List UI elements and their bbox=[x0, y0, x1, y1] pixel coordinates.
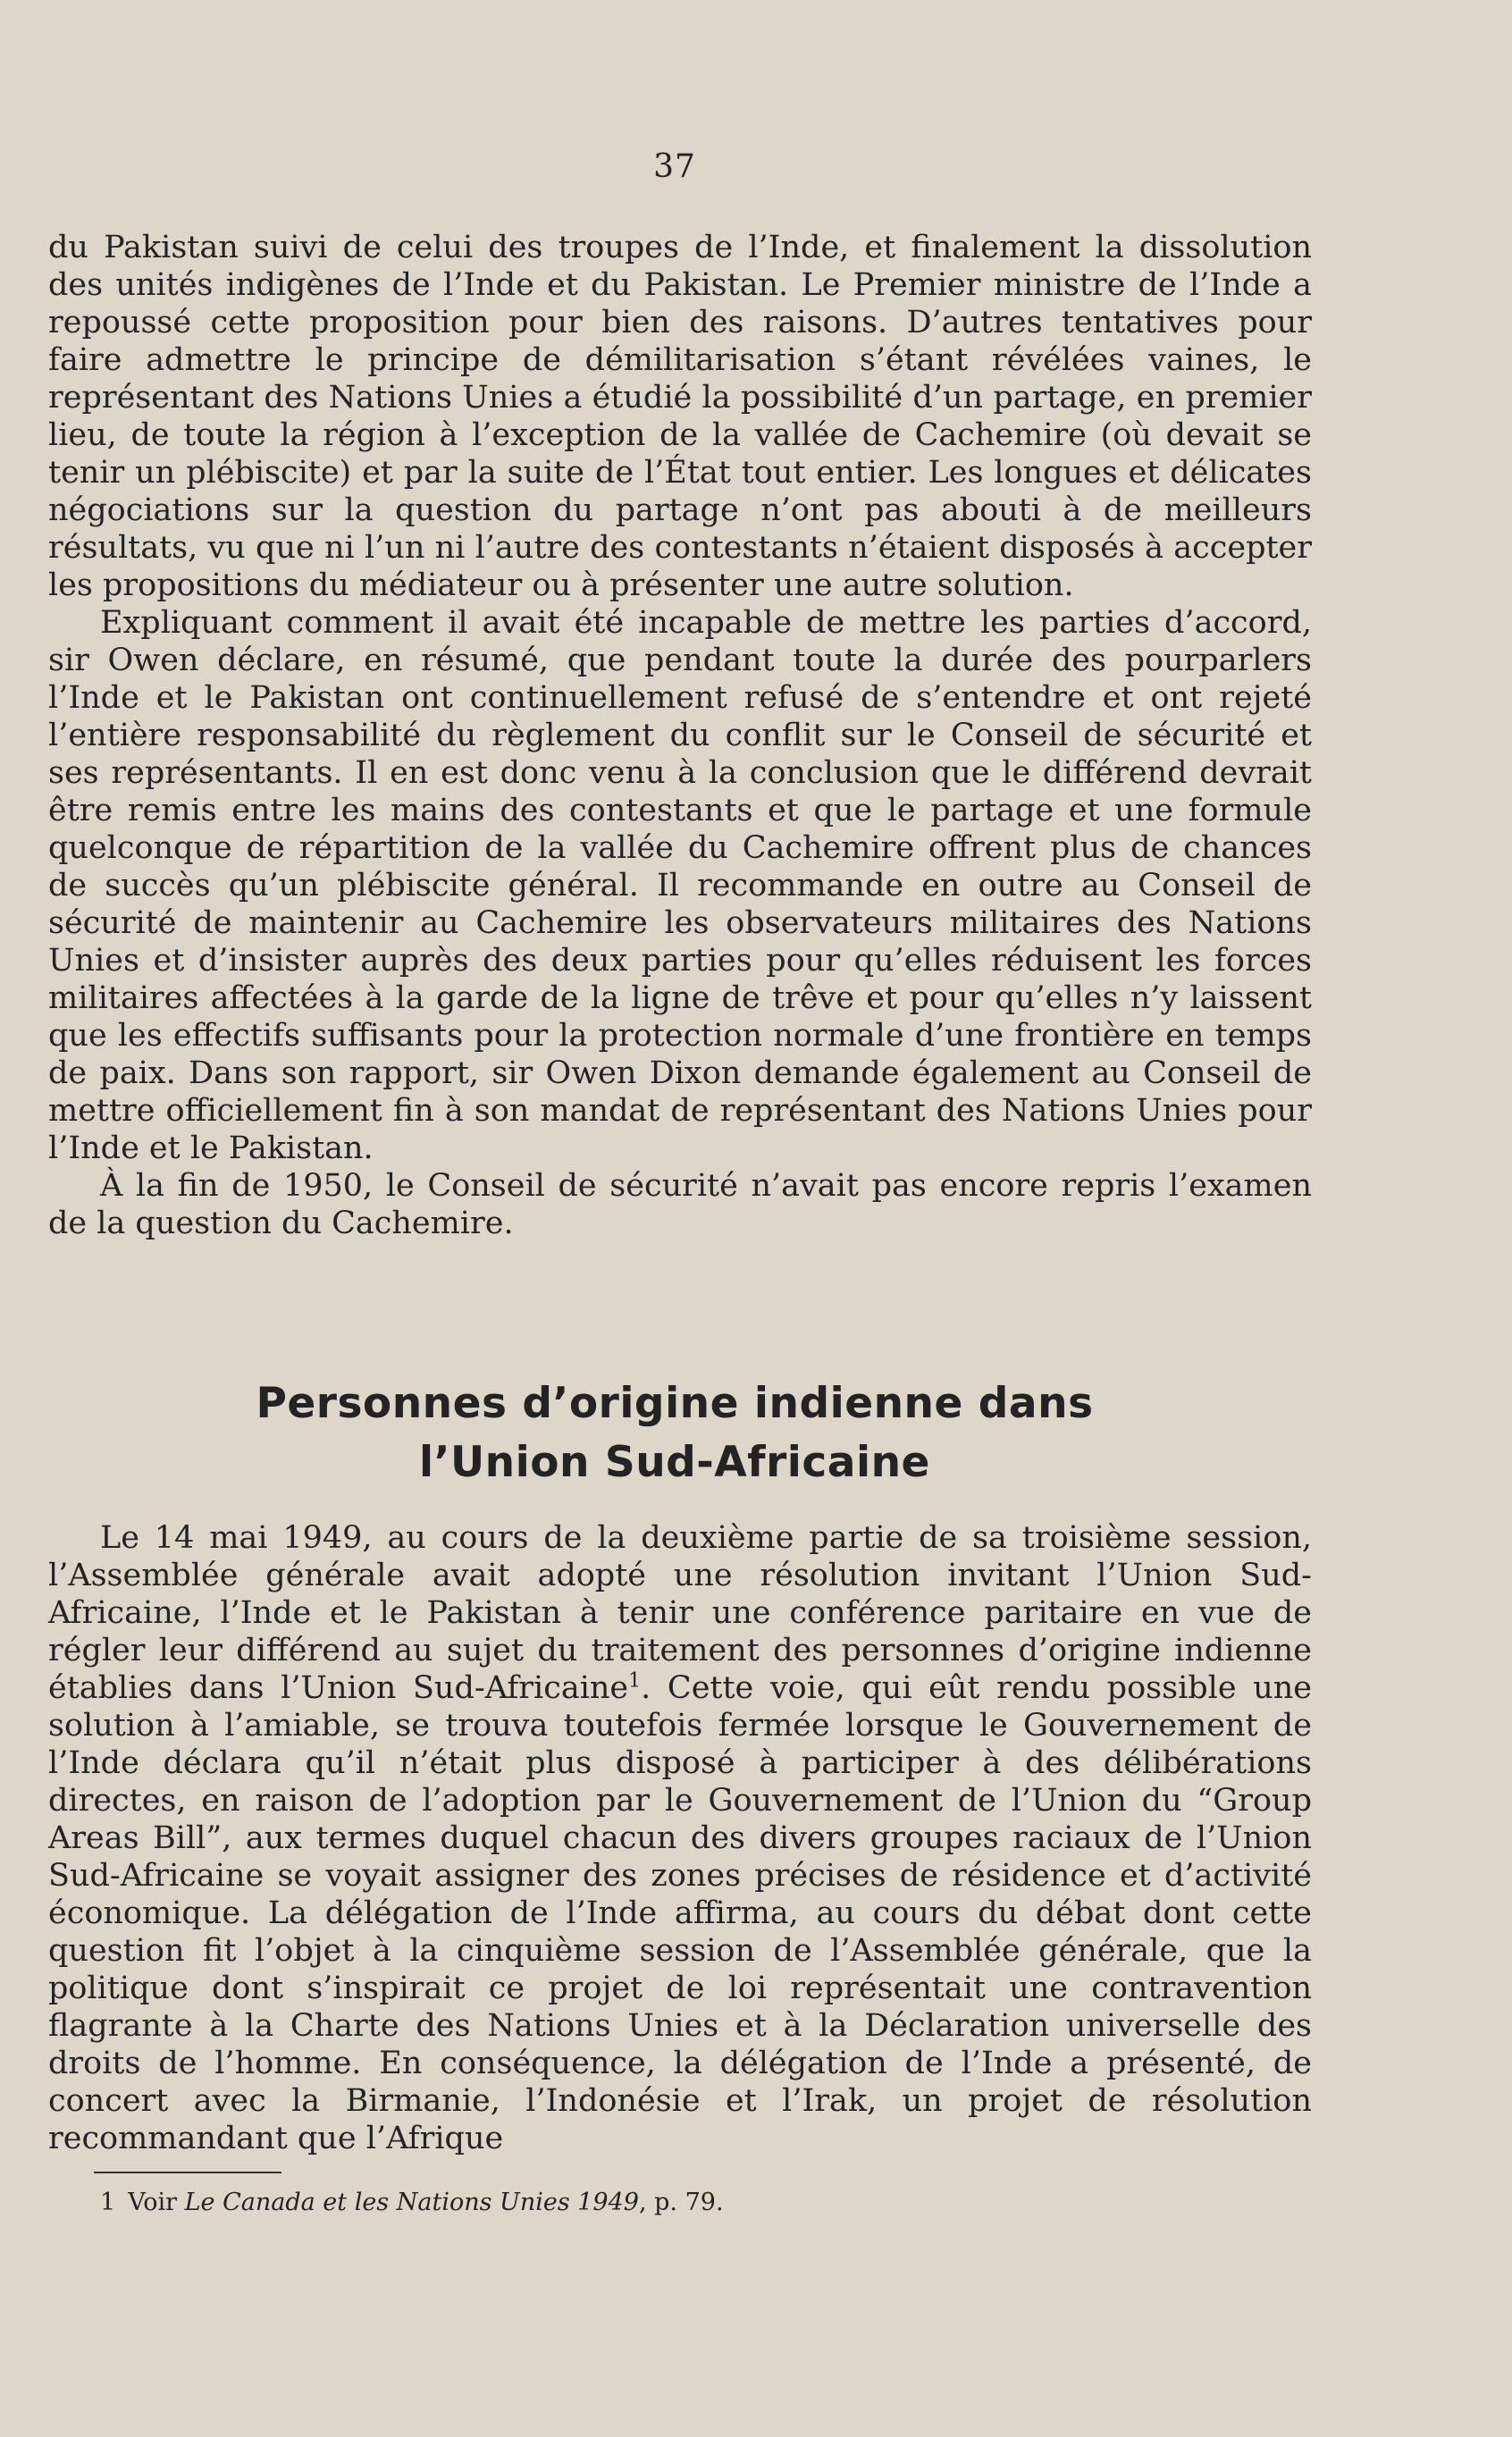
section-heading-line: l’Union Sud-Africaine bbox=[419, 1438, 930, 1487]
footnote-cited-title: Le Canada et les Nations Unies 1949 bbox=[184, 2189, 639, 2216]
paragraph bbox=[48, 1519, 1312, 2157]
paragraph: À la fin de 1950, le Conseil de sécurité n’avait pas encore repris l’examen de la question du Cachemire. bbox=[48, 1168, 1312, 1241]
paragraph: Expliquant comment il avait été incapable de mettre les parties d’accord, sir Owen déclare, en résumé, que pendant toute la durée des pourparlers l’Inde et le Pakistan ont continuellement refusé de s’entendre et ont rejeté l’entière responsabilité du règlement du conflit sur le Conseil de sécurité et ses représentants. Il en est donc venu à la conclusion que le différend devrait être remis entre les mains des contestants et que le partage et une formule quelconque de répartition de la vallée du Cachemire offrent plus de chances de succès qu’un plébiscite général. Il recommande en outre au Conseil de sécurité de maintenir au Cachemire les observateurs militaires des Nations Unies et d’insister auprès des deux parties pour qu’elles réduisent les forces militaires affectées à la garde de la ligne de trêve et pour qu’elles n’y laissent que les effectifs suffisants pour la protection normale d’une frontière en temps de paix. Dans son rapport, sir Owen Dixon demande également au Conseil de mettre officiellement fin à son mandat de représentant des Nations Unies pour l’Inde et le Pakistan. bbox=[48, 605, 1312, 1166]
page-number: 37 bbox=[653, 148, 696, 185]
paragraph: du Pakistan suivi de celui des troupes de l’Inde, et finalement la dissolution des unités indigènes de l’Inde et du Pakistan. Le Premier ministre de l’Inde a repoussé cette proposition pour bien des raisons. D’autres tentatives pour faire admettre le principe de démilitarisation s’étant révélées vaines, le représentant des Nations Unies a étudié la possibilité d’un partage, en premier lieu, de toute la région à l’exception de la vallée de Cachemire (où devait se tenir un plébiscite) et par la suite de l’État tout entier. Les longues et délicates négociations sur la question du partage n’ont pas abouti à de meilleurs résultats, vu que ni l’un ni l’autre des contestants n’étaient disposés à accepter les propositions du médiateur ou à présenter une autre solution. bbox=[48, 230, 1312, 603]
section-heading-line: Personnes d’origine indienne dans bbox=[256, 1379, 1094, 1428]
footnote-number: 1 bbox=[100, 2189, 116, 2216]
footnote-reference: 1 bbox=[628, 1669, 642, 1693]
footnote-prefix: Voir bbox=[128, 2189, 178, 2216]
footnote-divider bbox=[94, 2172, 281, 2173]
kashmir-section-text bbox=[48, 229, 1312, 1242]
paragraph-text: . Cette voie, qui eût rendu possible une solution à l’amiable, se trouva toutefois fermée lorsque le Gouvernement de l’Inde déclara qu’il n’était plus disposé à participer à des délibérations directes, en raison de l’adoption par le Gouvernement de l’Union du “Group Areas Bill”, aux termes duquel chacun des divers groupes raciaux de l’Union Sud-Africaine se voyait assigner des zones précises de résidence et d’activité économique. La délégation de l’Inde affirma, au cours du débat dont cette question fit l’objet à la cinquième session de l’Assemblée générale, que la politique dont s’inspirait ce projet de loi représentait une contravention flagrante à la Charte des Nations Unies et à la Déclaration universelle des droits de l’homme. En conséquence, la délégation de l’Inde a présenté, de concert avec la Birmanie, l’Indonésie et l’Irak, un projet de résolution recommandant que l’Afrique bbox=[48, 1670, 1312, 2156]
footnote bbox=[100, 2188, 724, 2218]
paragraph-text: Le 14 mai 1949, au cours de la deuxième partie de sa troisième session, l’Assemblée générale avait adopté une résolution invitant l’Union Sud-Africaine, l’Inde et le Pakistan à tenir une conférence paritaire en vue de régler leur différend au sujet du traitement des personnes d’origine indienne établies dans l’Union Sud-Africaine bbox=[48, 1520, 1312, 1706]
section-heading bbox=[0, 1374, 1349, 1492]
south-africa-section-text bbox=[48, 1519, 1312, 2157]
footnote-suffix: , p. 79. bbox=[638, 2189, 724, 2216]
